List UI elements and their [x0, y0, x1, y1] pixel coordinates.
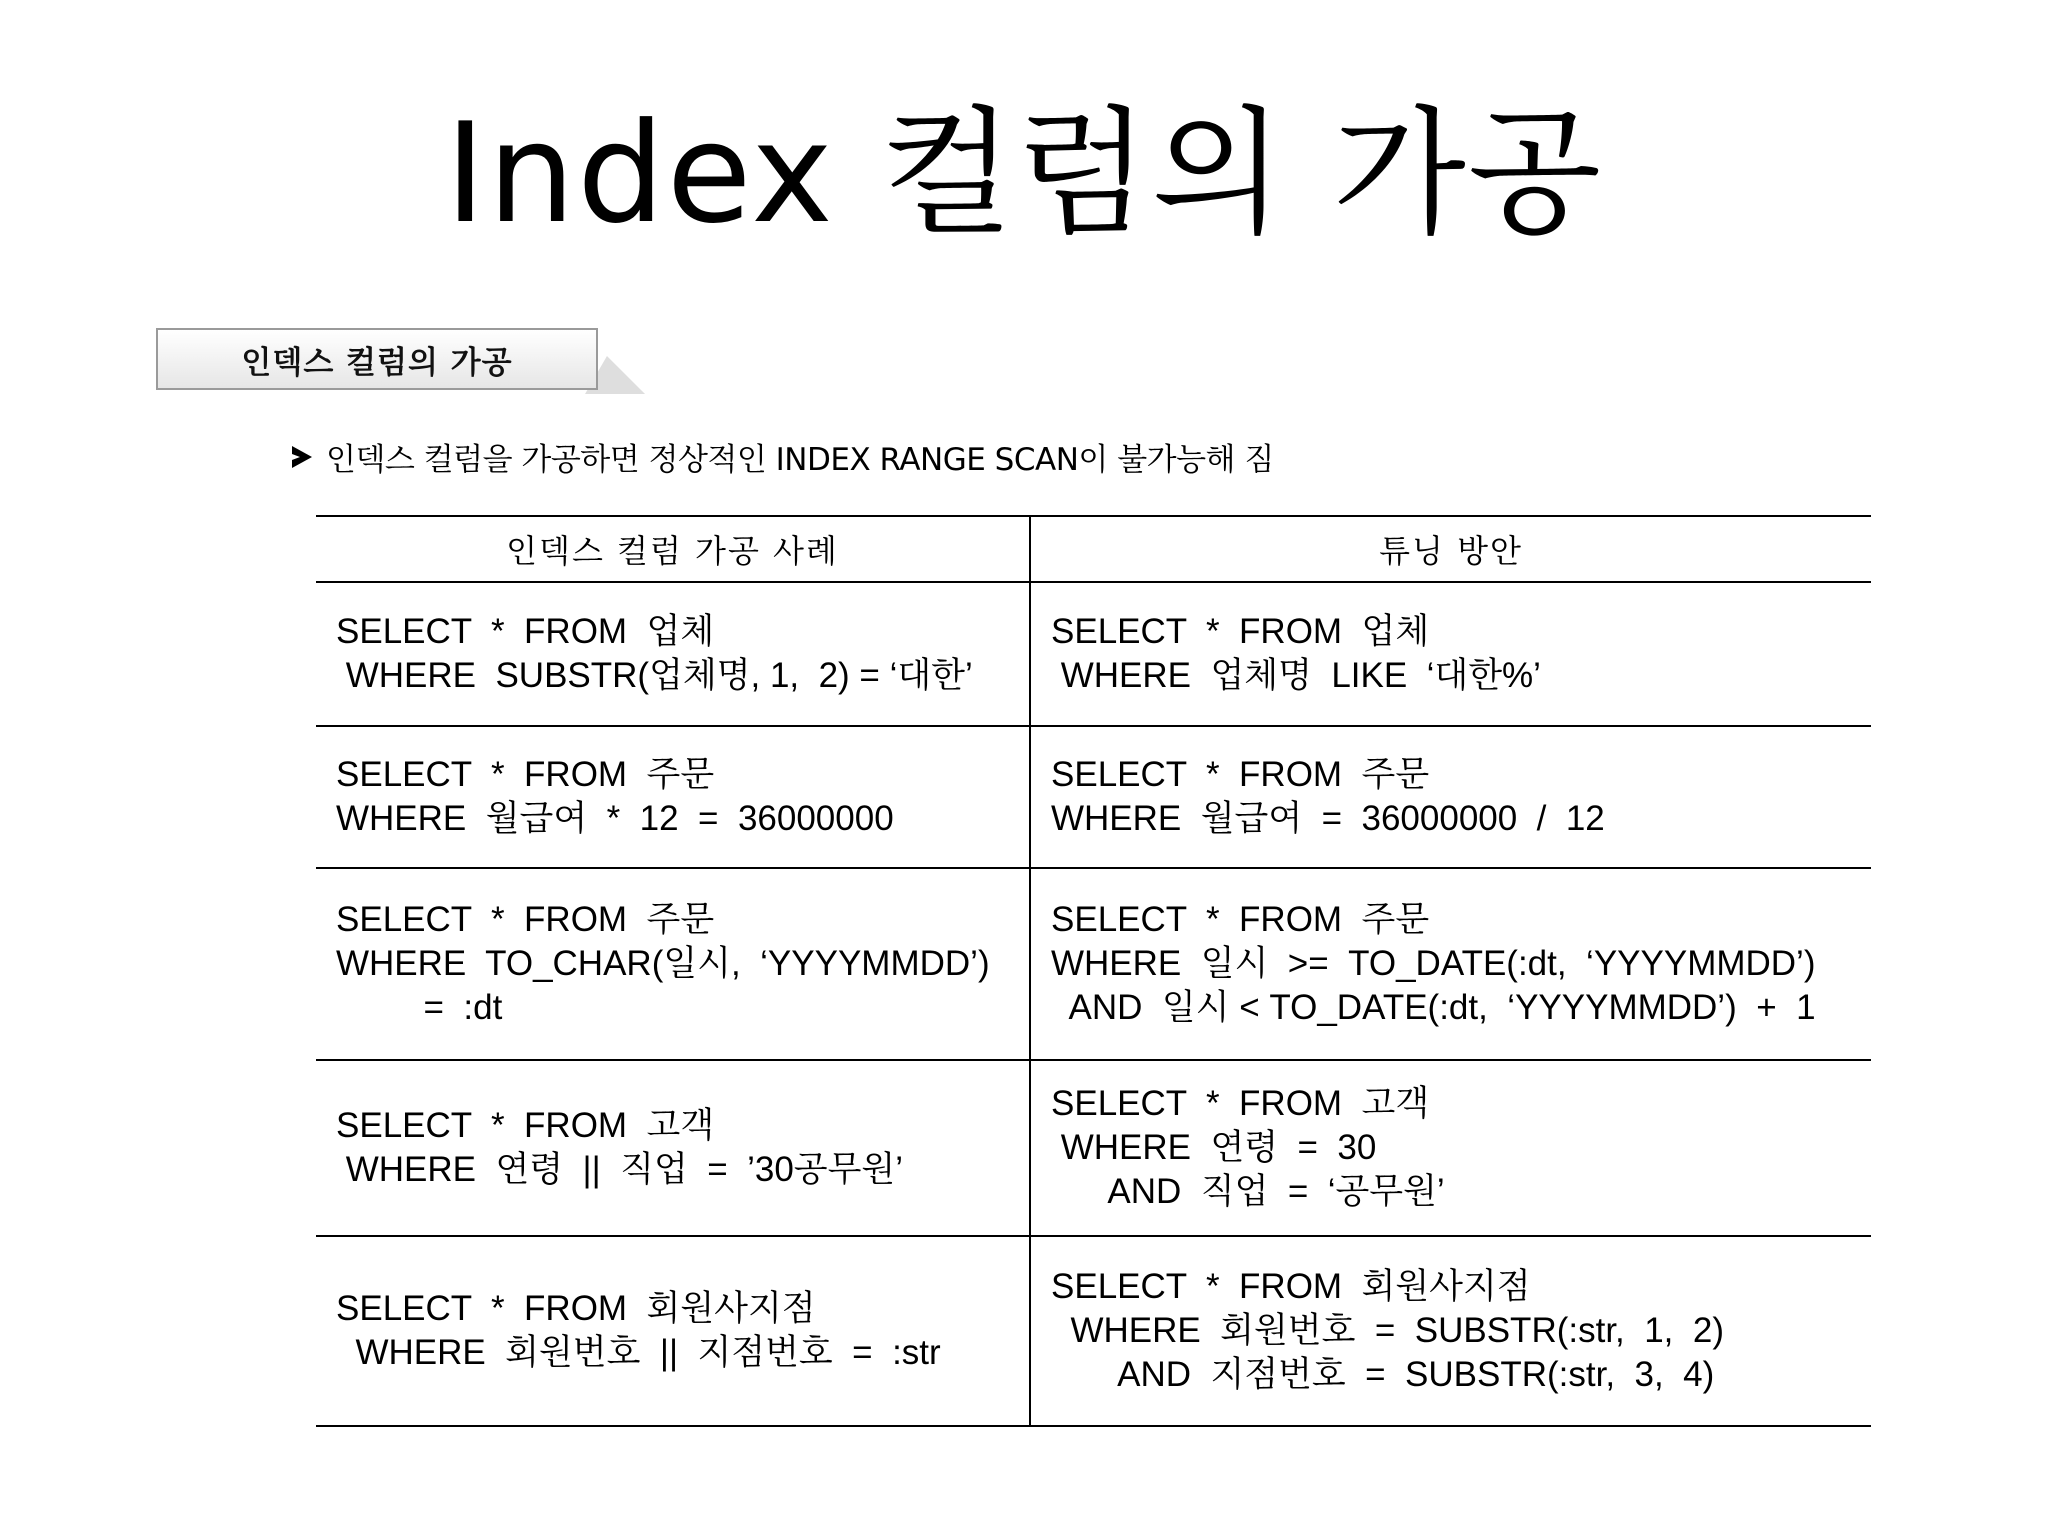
- code-line: SELECT * FROM 주문: [336, 900, 715, 939]
- case-cell: [316, 1060, 1030, 1236]
- code-line: WHERE 월급여 * 12 = 36000000: [336, 799, 894, 838]
- code-line: SELECT * FROM 고객: [336, 1106, 715, 1145]
- table-row: [316, 868, 1871, 1060]
- table-row: [316, 726, 1871, 868]
- slide-title: Index 컬럼의 가공: [444, 93, 1604, 254]
- table-row: [316, 1236, 1871, 1426]
- sql-tuning-table: [316, 515, 1871, 1427]
- code-line: SELECT * FROM 업체: [1051, 612, 1430, 651]
- header-tuning: 튜닝 방안: [1030, 516, 1871, 582]
- table-row: [316, 582, 1871, 726]
- code-line: AND 직업 = ‘공무원’: [1051, 1172, 1445, 1211]
- table-header-row: [316, 516, 1871, 582]
- code-line: WHERE TO_CHAR(일시, ‘YYYYMMDD’): [336, 944, 990, 983]
- case-cell: [316, 582, 1030, 726]
- code-line: WHERE 업체명 LIKE ‘대한%’: [1051, 656, 1541, 695]
- code-line: WHERE 연령 || 직업 = ’30공무원’: [336, 1150, 904, 1189]
- code-line: WHERE 회원번호 || 지점번호 = :str: [336, 1333, 941, 1372]
- bullet-text: 인덱스 컬럼을 가공하면 정상적인 INDEX RANGE SCAN이 불가능해 짐: [326, 442, 1274, 478]
- code-line: WHERE 연령 = 30: [1051, 1128, 1377, 1167]
- code-line: SELECT * FROM 회원사지점: [336, 1289, 816, 1328]
- code-line: AND 지점번호 = SUBSTR(:str, 3, 4): [1051, 1355, 1715, 1394]
- section-tab: [156, 328, 666, 396]
- code-line: WHERE 월급여 = 36000000 / 12: [1051, 799, 1605, 838]
- arrow-bullet-icon: [292, 446, 312, 468]
- code-line: WHERE 일시 >= TO_DATE(:dt, ‘YYYYMMDD’): [1051, 944, 1816, 983]
- code-line: SELECT * FROM 회원사지점: [1051, 1267, 1531, 1306]
- case-cell: [316, 1236, 1030, 1426]
- code-line: AND 일시 < TO_DATE(:dt, ‘YYYYMMDD’) + 1: [1051, 988, 1816, 1027]
- tuning-cell: [1030, 582, 1871, 726]
- code-line: SELECT * FROM 고객: [1051, 1084, 1430, 1123]
- table-row: [316, 1060, 1871, 1236]
- tuning-cell: [1030, 868, 1871, 1060]
- code-line: WHERE SUBSTR(업체명, 1, 2) = ‘대한’: [336, 656, 973, 695]
- header-case: 인덱스 컬럼 가공 사례: [316, 516, 1030, 582]
- tuning-cell: [1030, 1060, 1871, 1236]
- code-line: SELECT * FROM 주문: [1051, 900, 1430, 939]
- tuning-cell: [1030, 1236, 1871, 1426]
- bullet-line: [292, 434, 1274, 479]
- tab-box: [156, 328, 598, 390]
- tab-label: 인덱스 컬럼의 가공: [241, 344, 513, 381]
- code-line: = :dt: [336, 988, 503, 1027]
- case-cell: [316, 726, 1030, 868]
- code-line: SELECT * FROM 주문: [336, 755, 715, 794]
- tuning-cell: [1030, 726, 1871, 868]
- code-line: SELECT * FROM 업체: [336, 612, 715, 651]
- case-cell: [316, 868, 1030, 1060]
- code-line: SELECT * FROM 주문: [1051, 755, 1430, 794]
- code-line: WHERE 회원번호 = SUBSTR(:str, 1, 2): [1051, 1311, 1724, 1350]
